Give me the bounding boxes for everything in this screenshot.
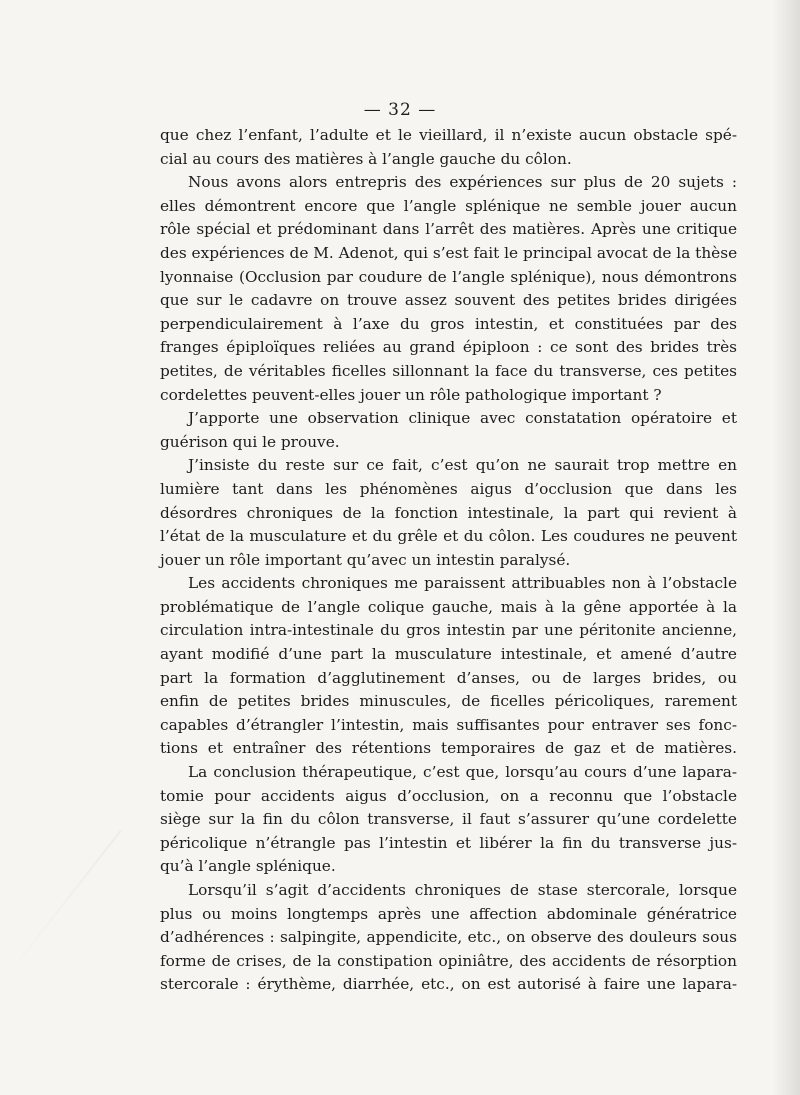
text-line: perpendiculairement à l’axe du gros intestin, et constituées par des <box>160 314 737 333</box>
text-line: jouer un rôle important qu’avec un intestin paralysé. <box>160 550 571 569</box>
text-line: part la formation d’agglutinement d’anses, ou de larges brides, ou <box>160 668 737 687</box>
text-line: siège sur la fin du côlon transverse, il faut s’assurer qu’une cordelette <box>160 810 737 829</box>
text-line: lyonnaise (Occlusion par coudure de l’angle splénique), nous démontrons <box>160 267 737 286</box>
text-line: ayant modifié d’une part la musculature intestinale, et amené d’autre <box>160 645 737 664</box>
faint-pencil-mark <box>0 830 122 989</box>
text-line: forme de crises, de la constipation opiniâtre, des accidents de résorption <box>160 951 737 970</box>
paragraph-start-line: J’apporte une observation clinique avec constatation opératoire et <box>188 409 737 428</box>
text-line: des expériences de M. Adenot, qui s’est fait le principal avocat de la thèse <box>160 243 738 262</box>
page-edge-shadow <box>772 0 800 1095</box>
text-line: petites, de véritables ficelles sillonnant la face du transverse, ces petites <box>160 361 737 380</box>
paragraph-start-line: La conclusion thérapeutique, c’est que, lorsqu’au cours d’une lapara- <box>188 763 737 782</box>
text-line: que sur le cadavre on trouve assez souvent des petites brides dirigées <box>160 291 737 310</box>
text-line: plus ou moins longtemps après une affection abdominale génératrice <box>160 904 737 923</box>
text-line: qu’à l’angle splénique. <box>160 857 336 876</box>
text-line: l’état de la musculature et du grêle et du côlon. Les coudures ne peuvent <box>160 527 737 546</box>
text-line: stercorale : érythème, diarrhée, etc., on est autorisé à faire une lapara- <box>160 975 737 994</box>
text-line: guérison qui le prouve. <box>160 432 340 451</box>
text-line: enfin de petites brides minuscules, de ficelles péricoliques, rarement <box>160 692 737 711</box>
text-line: circulation intra-intestinale du gros intestin par une péritonite ancienne, <box>160 621 737 640</box>
text-line: d’adhérences : salpingite, appendicite, etc., on observe des douleurs sous <box>160 928 737 947</box>
paragraph-start-line: Nous avons alors entrepris des expériences sur plus de 20 sujets : <box>188 173 737 192</box>
text-line: cordelettes peuvent-elles jouer un rôle pathologique important ? <box>160 385 662 404</box>
text-line: problématique de l’angle colique gauche, mais à la gêne apportée à la <box>160 597 737 616</box>
text-line: tions et entraîner des rétentions temporaires de gaz et de matières. <box>160 739 737 758</box>
paragraph-start-line: Lorsqu’il s’agit d’accidents chroniques de stase stercorale, lorsque <box>188 881 737 899</box>
page-number: — 32 — <box>363 100 437 120</box>
body-text <box>160 124 737 997</box>
text-line: elles démontrent encore que l’angle splénique ne semble jouer aucun <box>160 196 737 215</box>
text-line: cial au cours des matières à l’angle gauche du côlon. <box>160 149 572 168</box>
text-line: tomie pour accidents aigus d’occlusion, on a reconnu que l’obstacle <box>160 786 737 805</box>
text-line: capables d’étrangler l’intestin, mais suffisantes pour entraver ses fonc- <box>160 715 737 734</box>
text-line: lumière tant dans les phénomènes aigus d’occlusion que dans les <box>160 479 737 498</box>
text-line: franges épiploïques reliées au grand épiploon : ce sont des brides très <box>160 338 737 357</box>
text-line: rôle spécial et prédominant dans l’arrêt des matières. Après une critique <box>160 220 737 239</box>
text-line: péricolique n’étrangle pas l’intestin et libérer la fin du transverse jus- <box>160 833 737 852</box>
text-line: que chez l’enfant, l’adulte et le vieillard, il n’existe aucun obstacle spé- <box>160 126 737 144</box>
text-line: désordres chroniques de la fonction intestinale, la part qui revient à <box>160 503 737 522</box>
paragraph-start-line: J’insiste du reste sur ce fait, c’est qu’on ne saurait trop mettre en <box>188 456 737 475</box>
paragraph-start-line: Les accidents chroniques me paraissent attribuables non à l’obstacle <box>188 574 737 593</box>
